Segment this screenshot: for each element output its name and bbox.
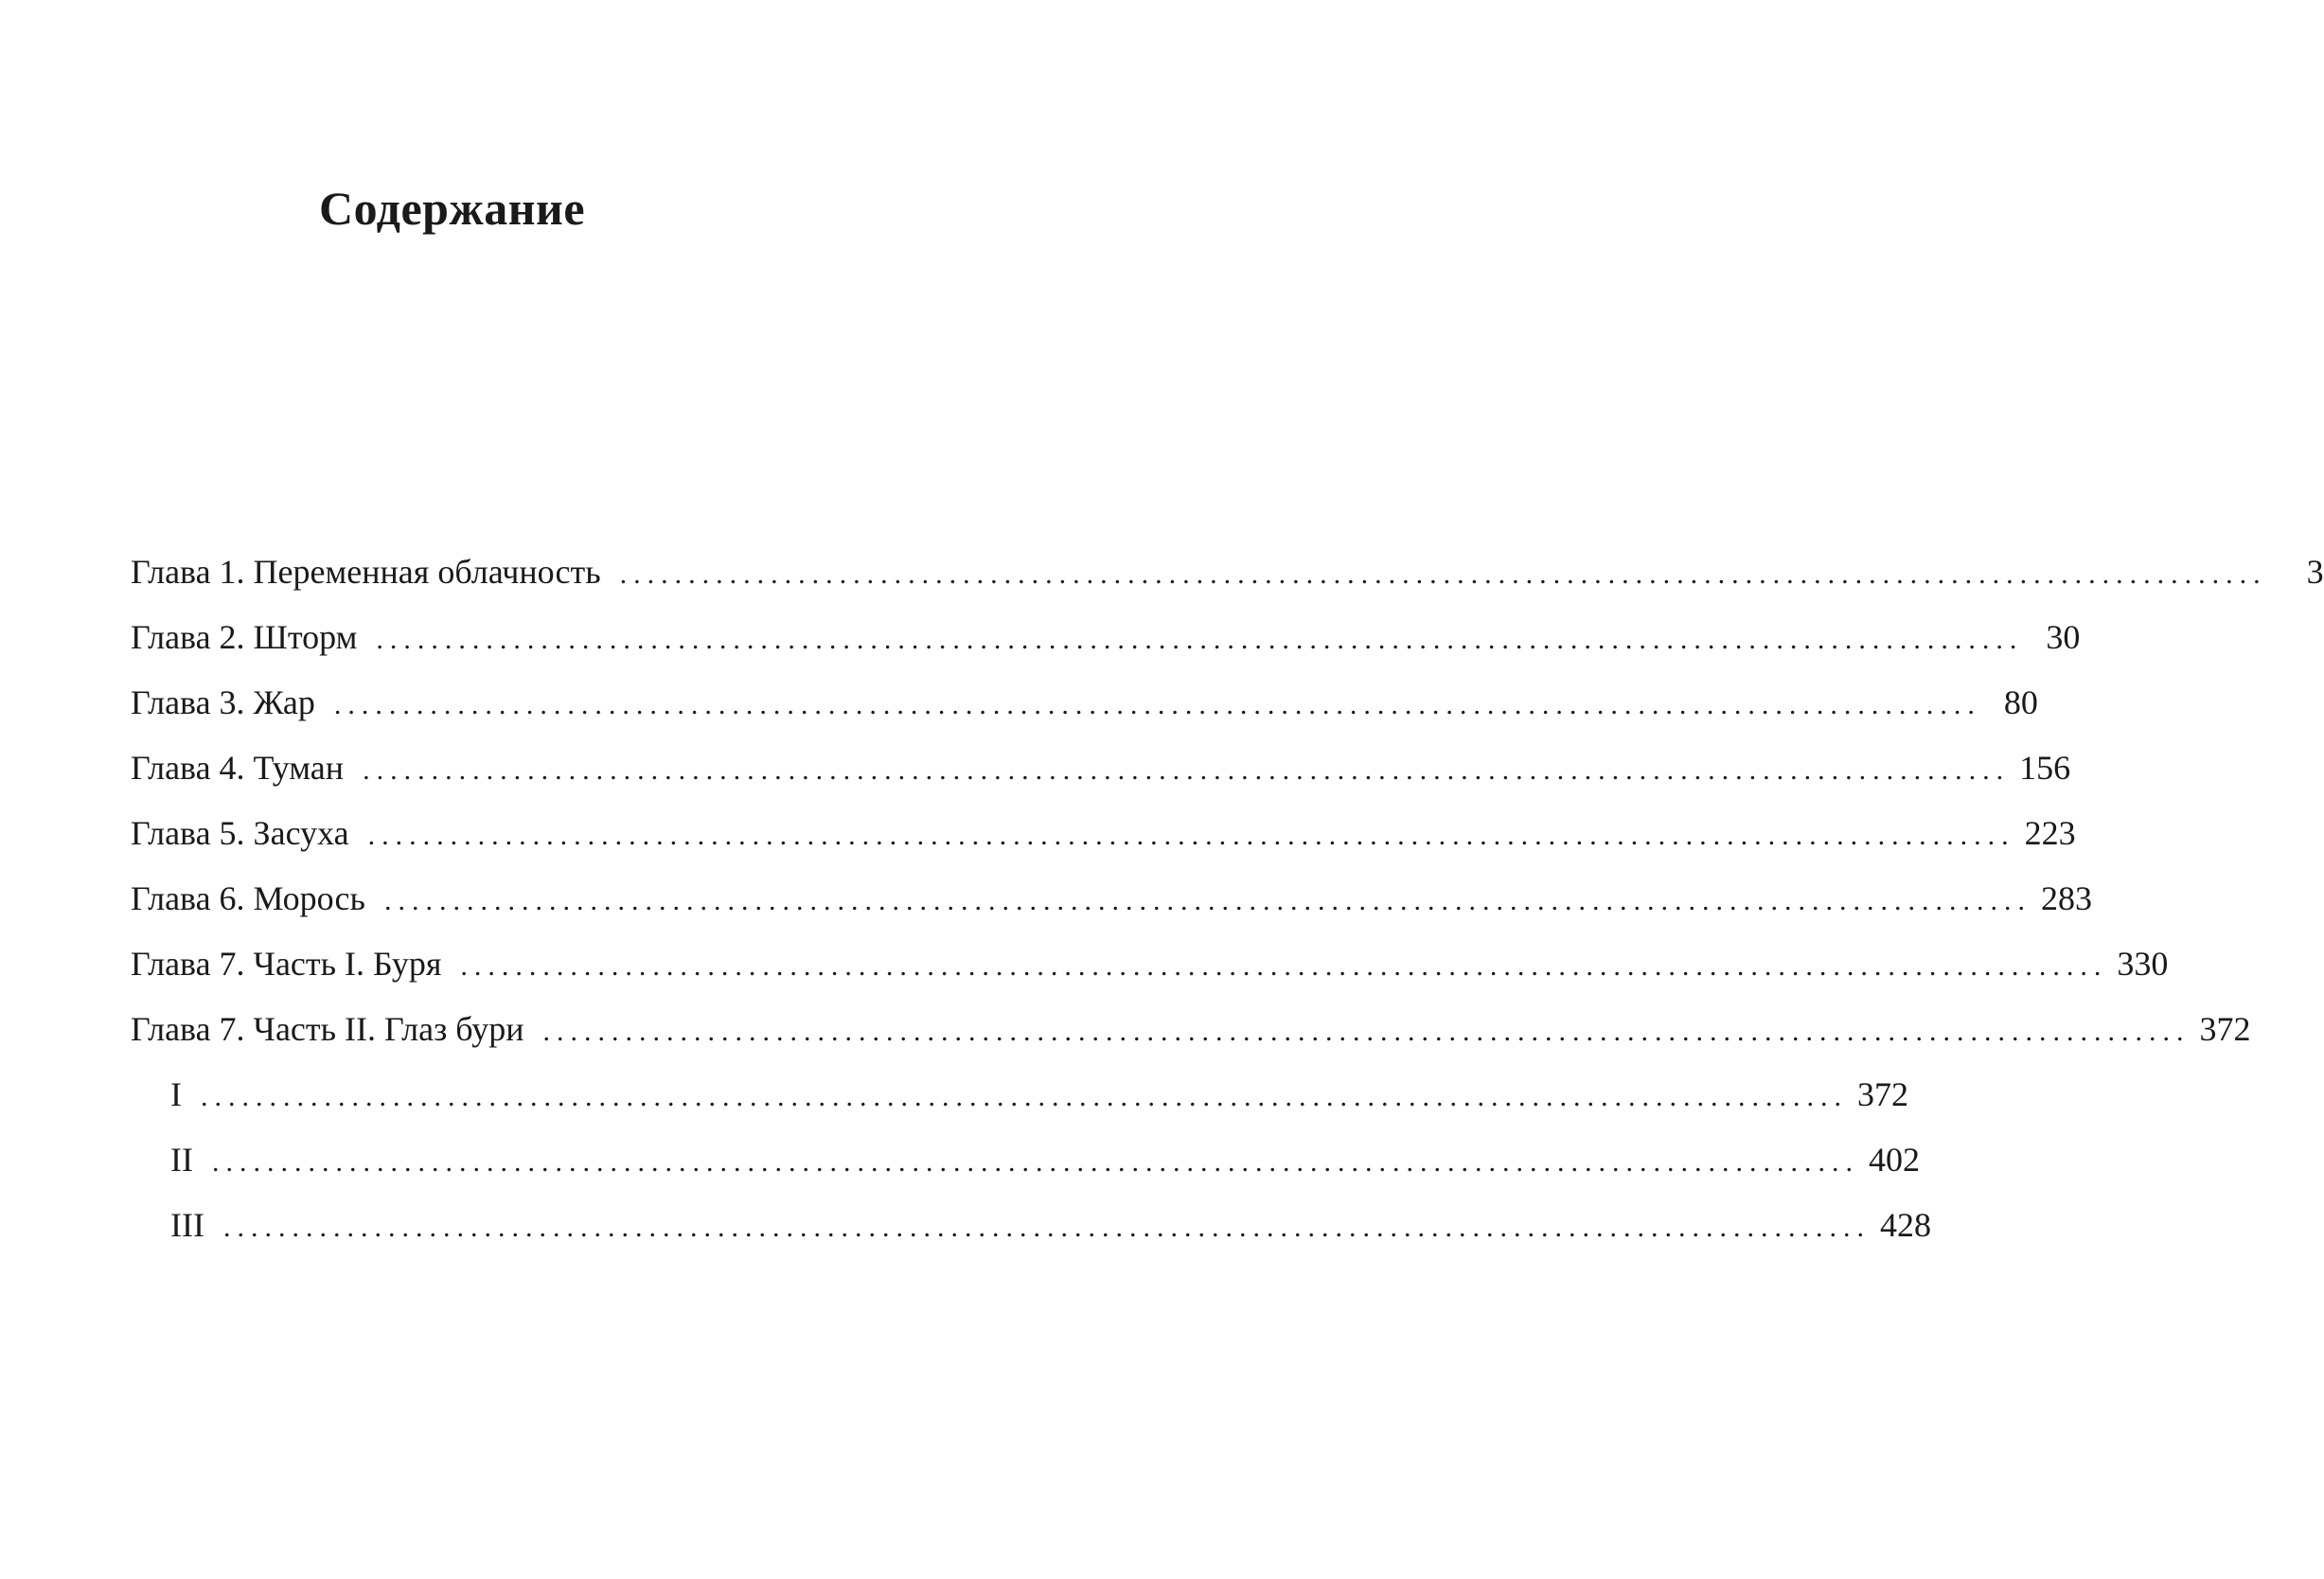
toc-page-number: 428 (1879, 1206, 1931, 1244)
toc-page-number: 30 (2046, 618, 2081, 656)
toc-page-number: 156 (2019, 749, 2071, 787)
toc-dot-leader: ........................................................................................................................ (211, 1146, 1859, 1178)
toc-page-number: 80 (2003, 683, 2038, 721)
toc-entry-chapter-6[interactable] (131, 866, 2092, 931)
toc-page-number: 372 (1857, 1075, 1908, 1113)
toc-page-number: 402 (1868, 1141, 1920, 1179)
toc-page-number: 283 (2040, 879, 2092, 917)
page-title: Содержание (318, 182, 586, 235)
toc-subentry-1[interactable] (131, 1062, 1908, 1127)
toc-entry-label: Глава 5. Засуха (131, 814, 349, 852)
toc-entry-chapter-5[interactable] (131, 801, 2076, 866)
toc-dot-leader: ........................................................................................................................ (201, 1081, 1848, 1112)
toc-page-number: 223 (2024, 814, 2076, 852)
toc-subentry-3[interactable] (131, 1193, 1931, 1258)
toc-dot-leader: ........................................................................................................................ (383, 885, 2031, 916)
toc-entry-label: Глава 3. Жар (131, 683, 315, 721)
toc-dot-leader: ........................................................................................................................ (542, 1016, 2191, 1047)
table-of-contents (131, 540, 2324, 1258)
toc-entry-chapter-7-part-1[interactable] (131, 931, 2169, 997)
toc-entry-label: I (170, 1075, 182, 1113)
toc-dot-leader: ........................................................................................................................ (619, 559, 2267, 590)
toc-page-number: 3 (2306, 553, 2324, 591)
toc-dot-leader: ........................................................................................................................ (333, 689, 1981, 720)
toc-entry-chapter-1[interactable] (131, 540, 2324, 605)
toc-entry-label: II (170, 1141, 193, 1179)
toc-dot-leader: ........................................................................................................................ (376, 624, 2024, 655)
toc-entry-chapter-4[interactable] (131, 736, 2071, 801)
toc-page-number: 330 (2117, 945, 2169, 983)
toc-page-number: 372 (2199, 1010, 2251, 1048)
toc-dot-leader: ........................................................................................................................ (222, 1212, 1871, 1243)
toc-entry-chapter-7-part-2[interactable] (131, 997, 2251, 1062)
toc-entry-label: Глава 4. Туман (131, 749, 345, 787)
toc-entry-label: Глава 2. Шторм (131, 618, 358, 656)
toc-entry-label: III (170, 1206, 204, 1244)
toc-dot-leader: ........................................................................................................................ (367, 820, 2015, 851)
toc-dot-leader: ........................................................................................................................ (363, 754, 2011, 786)
toc-entry-label: Глава 7. Часть I. Буря (131, 945, 442, 983)
toc-subentry-2[interactable] (131, 1127, 1920, 1193)
toc-dot-leader: ........................................................................................................................ (460, 950, 2108, 982)
toc-entry-label: Глава 1. Переменная облачность (131, 553, 601, 591)
toc-entry-chapter-2[interactable] (131, 605, 2081, 670)
toc-entry-label: Глава 7. Часть II. Глаз бури (131, 1010, 524, 1048)
toc-entry-chapter-3[interactable] (131, 670, 2038, 736)
toc-entry-label: Глава 6. Морось (131, 879, 365, 917)
